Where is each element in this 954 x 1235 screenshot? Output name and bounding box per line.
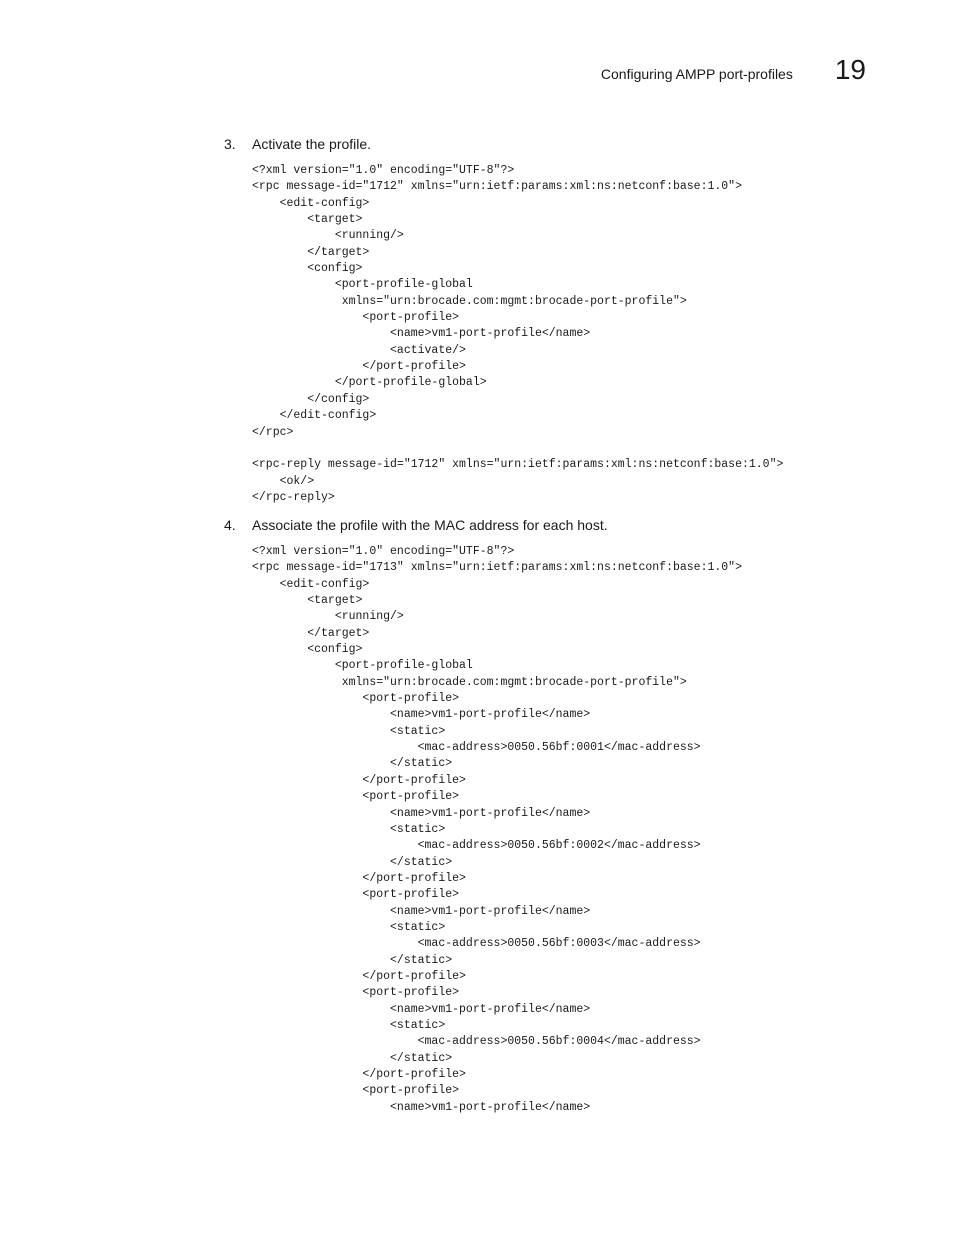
- code-line: <rpc-reply message-id="1712" xmlns="urn:ietf:params:xml:ns:netconf:base:1.0">: [252, 458, 784, 472]
- code-line: </port-profile>: [252, 773, 466, 787]
- step-text: Associate the profile with the MAC address for each host.: [252, 517, 608, 533]
- code-line: </port-profile>: [252, 969, 466, 983]
- code-line: <port-profile>: [252, 790, 460, 804]
- code-line: <edit-config>: [252, 196, 370, 210]
- code-line: <running/>: [252, 229, 404, 243]
- step-4: [224, 516, 884, 1116]
- code-line: <rpc message-id="1713" xmlns="urn:ietf:params:xml:ns:netconf:base:1.0">: [252, 561, 742, 575]
- code-line: <mac-address>0050.56bf:0002</mac-address>: [252, 839, 701, 853]
- code-line: <port-profile>: [252, 692, 460, 706]
- code-line: </target>: [252, 245, 370, 259]
- code-line: <name>vm1-port-profile</name>: [252, 1002, 591, 1016]
- code-line: <name>vm1-port-profile</name>: [252, 708, 591, 722]
- code-line: <target>: [252, 594, 363, 608]
- code-line: </target>: [252, 626, 370, 640]
- running-header: [601, 56, 866, 84]
- code-line: <port-profile>: [252, 986, 460, 1000]
- code-line: <port-profile>: [252, 1084, 460, 1098]
- code-line: <port-profile-global: [252, 278, 473, 292]
- chapter-number: 19: [834, 54, 866, 85]
- code-line: <static>: [252, 1018, 446, 1032]
- section-title: Configuring AMPP port-profiles: [600, 66, 793, 82]
- code-line: <mac-address>0050.56bf:0004</mac-address>: [252, 1035, 701, 1049]
- code-line: </static>: [252, 953, 453, 967]
- step-heading: [224, 516, 884, 534]
- code-line: <mac-address>0050.56bf:0001</mac-address>: [252, 741, 701, 755]
- step-heading: [224, 135, 884, 153]
- step-text: Activate the profile.: [252, 136, 372, 152]
- code-line: <static>: [252, 822, 446, 836]
- code-line: <?xml version="1.0" encoding="UTF-8"?>: [252, 164, 515, 177]
- code-line: <port-profile>: [252, 888, 460, 902]
- code-line: xmlns="urn:brocade.com:mgmt:brocade-port-profile">: [252, 294, 687, 308]
- code-line: </rpc-reply>: [252, 490, 335, 504]
- code-line: </config>: [252, 392, 370, 406]
- code-line: <name>vm1-port-profile</name>: [252, 904, 591, 918]
- code-line: </port-profile>: [252, 871, 466, 885]
- code-line: </static>: [252, 1051, 453, 1065]
- code-line: <static>: [252, 724, 446, 738]
- step-number: 4.: [224, 517, 236, 533]
- code-line: <rpc message-id="1712" xmlns="urn:ietf:params:xml:ns:netconf:base:1.0">: [252, 180, 742, 194]
- code-line: </port-profile-global>: [252, 376, 487, 390]
- code-line: <name>vm1-port-profile</name>: [252, 806, 591, 820]
- code-line: <edit-config>: [252, 577, 370, 591]
- step-number: 3.: [224, 136, 236, 152]
- code-line: </rpc>: [252, 425, 294, 439]
- code-line: <running/>: [252, 610, 404, 624]
- code-block: [252, 544, 884, 1116]
- step-3: [224, 135, 884, 506]
- code-line: <ok/>: [252, 474, 315, 488]
- code-line: [252, 441, 884, 457]
- code-line: <name>vm1-port-profile</name>: [252, 1100, 591, 1114]
- code-line: <config>: [252, 262, 363, 276]
- code-line: </edit-config>: [252, 409, 377, 423]
- code-line: <target>: [252, 213, 363, 227]
- code-line: <port-profile-global: [252, 659, 473, 673]
- code-line: <config>: [252, 643, 363, 657]
- code-line: </static>: [252, 855, 453, 869]
- code-line: <static>: [252, 920, 446, 934]
- code-line: xmlns="urn:brocade.com:mgmt:brocade-port-profile">: [252, 675, 687, 689]
- code-line: <port-profile>: [252, 311, 460, 325]
- code-block: [252, 163, 884, 506]
- code-line: <activate/>: [252, 343, 466, 357]
- code-line: <?xml version="1.0" encoding="UTF-8"?>: [252, 545, 515, 558]
- code-line: <mac-address>0050.56bf:0003</mac-address>: [252, 937, 701, 951]
- code-line: </static>: [252, 757, 453, 771]
- code-line: </port-profile>: [252, 360, 466, 374]
- code-line: </port-profile>: [252, 1068, 466, 1081]
- code-line: <name>vm1-port-profile</name>: [252, 327, 591, 341]
